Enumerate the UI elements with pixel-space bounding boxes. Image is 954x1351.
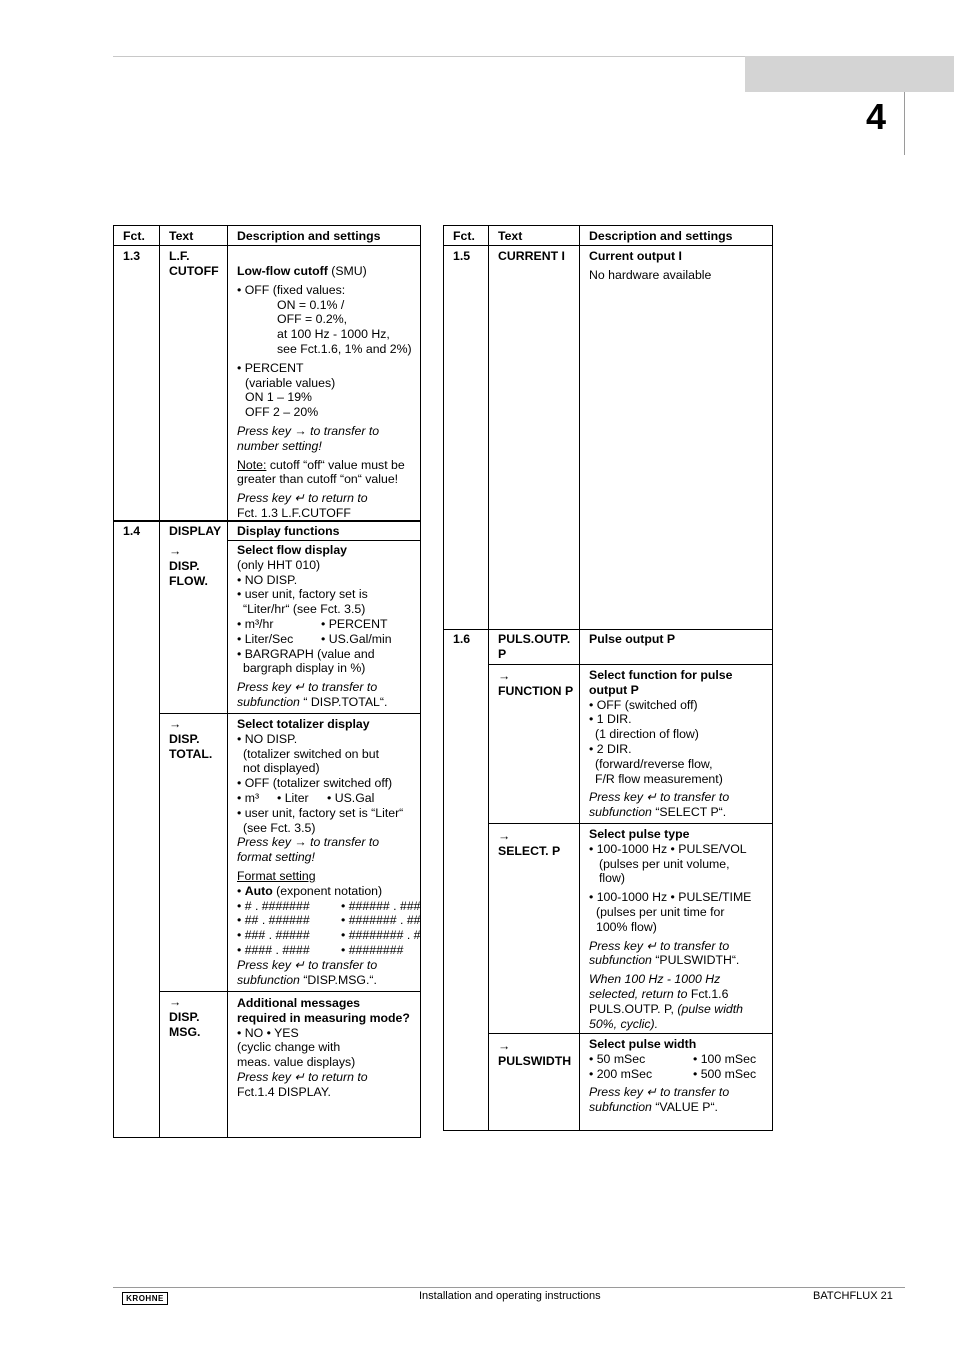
fct-1-6: 1.6 — [453, 632, 471, 646]
header-text: Text — [169, 229, 194, 243]
chapter-rule — [904, 92, 905, 155]
footer-page-info: BATCHFLUX 21 — [813, 1290, 893, 1302]
text-current-i: CURRENT I — [498, 249, 565, 263]
desc-disp-msg: Additional messages required in measuring mode? • NO • YES (cyclic change with meas. value displays) Press key ↵ to return to Fct.1.4 DISPLAY. — [237, 996, 410, 1099]
desc-pulswidth: Select pulse width • 50 mSec • 100 mSec • 200 mSec • 500 mSec Press key ↵ to transfer to subfunction “VALUE P“. — [589, 1037, 757, 1115]
desc-disp-flow: Select flow display (only HHT 010) • NO DISP. • user unit, factory set is “Liter/hr“ (see Fct. 3.5) • m³/hr • PERCENT • Liter/Sec • US.Gal/min • BARGRAPH (value and bargraph display in %) Press key ↵ to transfer to subfunction “ DISP.TOTAL“. — [237, 543, 392, 709]
desc-current-i: Current output I No hardware available — [589, 249, 712, 282]
left-function-table — [113, 225, 421, 1138]
text-disp-msg: → DISP. MSG. — [169, 995, 201, 1039]
desc-function-p: Select function for pulse output P • OFF (switched off) • 1 DIR. (1 direction of flow) • 2 DIR. (forward/reverse flow, F/R flow measurement) Press key ↵ to transfer to subfunction “SELECT P“. — [589, 668, 733, 820]
fct-1-5: 1.5 — [453, 249, 471, 263]
header-fct: Fct. — [123, 229, 145, 243]
krohne-logo: KROHNE — [122, 1292, 168, 1305]
header-tab — [745, 56, 954, 92]
header-description: Description and settings — [237, 229, 381, 243]
text-disp-total: → DISP. TOTAL. — [169, 717, 213, 761]
chapter-number: 4 — [866, 96, 887, 137]
desc-pulse-output-title: Pulse output P — [589, 632, 676, 646]
desc-lf-cutoff: Low-flow cutoff (SMU) • OFF (fixed values: ON = 0.1% / OFF = 0.2%, at 100 Hz - 1000 Hz, see Fct.1.6, 1% and 2%) • PERCENT (variable values) ON 1 – 19% OFF 2 – 20% Press key → to transfer to number setting! Note: cutoff “off“ value must be greater than cutoff “on“ value! Press key ↵ to return to Fct. 1.3 L.F.CUTOFF — [237, 264, 412, 520]
text-disp-flow: → DISP. FLOW. — [169, 544, 208, 588]
fct-1-4: 1.4 — [123, 524, 141, 538]
fct-1-3: 1.3 — [123, 249, 141, 263]
right-function-table — [443, 225, 773, 1131]
footer-rule — [113, 1287, 905, 1288]
desc-disp-total: Select totalizer display • NO DISP. (totalizer switched on but not displayed) • OFF (totalizer switched off) • m³ • Liter • US.Gal • user unit, factory set is “Liter“ (see Fct. 3.5) Press key → to transfer to format setting! Format setting • Auto (exponent notation) • # . ####### • ###### . ### • ## . ###### • ####### . ## • ### . ##### • ######## . # • #### . #### • ######## Press key ↵ to transfer to subfunction “DISP.MSG.“. — [237, 717, 421, 987]
footer-document-title: Installation and operating instructions — [419, 1290, 601, 1302]
text-select-p: → SELECT. P — [498, 829, 561, 858]
header-fct: Fct. — [453, 229, 475, 243]
desc-select-p: Select pulse type • 100-1000 Hz • PULSE/VOL (pulses per unit volume, flow) • 100-1000 Hz • PULSE/TIME (pulses per unit time for 100% flow) Press key ↵ to transfer to subfunction “PULSWIDTH“. When 100 Hz - 1000 Hz selected, return to Fct.1.6 PULS.OUTP. P, (pulse width 50%, cyclic). — [589, 827, 752, 1031]
header-description: Description and settings — [589, 229, 733, 243]
desc-display-title: Display functions — [237, 524, 340, 538]
header-text: Text — [498, 229, 523, 243]
text-function-p: → FUNCTION P — [498, 669, 574, 698]
text-pulswidth: → PULSWIDTH — [498, 1039, 572, 1068]
text-display: DISPLAY — [169, 524, 222, 538]
text-lf-cutoff: L.F. CUTOFF — [169, 249, 219, 278]
text-puls-outp: PULS.OUTP. P — [498, 632, 571, 661]
